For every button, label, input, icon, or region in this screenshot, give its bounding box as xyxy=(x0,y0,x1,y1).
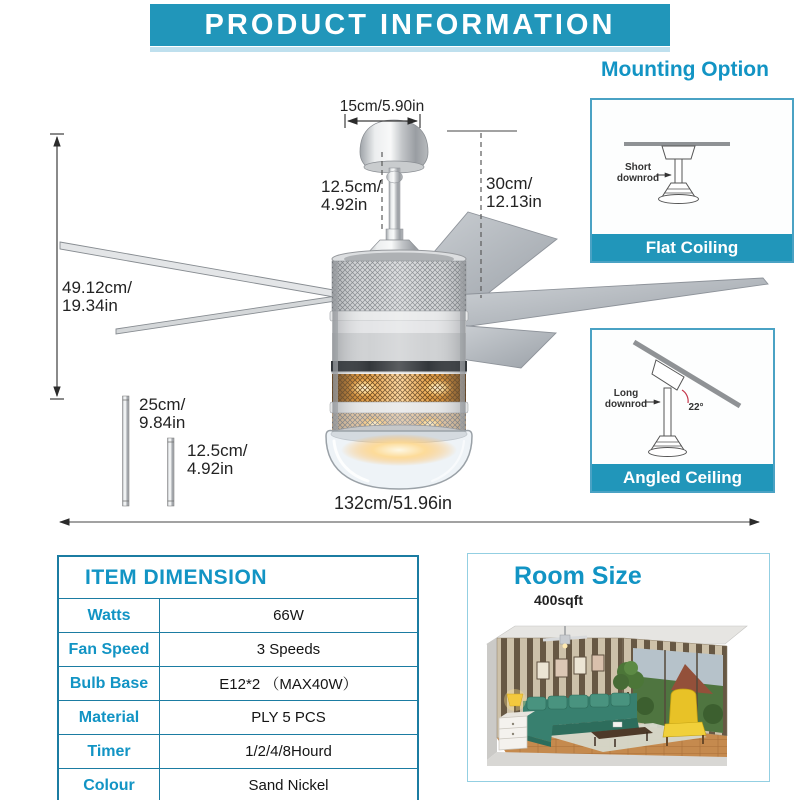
dim-height-left-l2: 19.34in xyxy=(62,296,118,315)
row-value: 1/2/4/8Hourd xyxy=(245,743,332,760)
flat-ceiling-diagram xyxy=(592,100,792,234)
row-value: 66W xyxy=(273,607,304,624)
mounting-option-flat xyxy=(590,98,794,263)
table-row xyxy=(59,633,417,667)
mounting-option-angled xyxy=(590,328,775,493)
room-size-heading: Room Size xyxy=(514,562,642,590)
dim-rod-short-l1: 12.5cm/ xyxy=(187,441,248,460)
row-value: PLY 5 PCS xyxy=(251,709,326,726)
item-dimension-table xyxy=(57,555,419,800)
dim-rod-long-l2: 9.84in xyxy=(139,413,186,432)
dim-rod-short-l2: 4.92in xyxy=(187,459,234,478)
angled-note-line2: downrod xyxy=(604,399,648,410)
angled-ceiling-diagram xyxy=(592,330,773,464)
dim-canopy-width: 15cm/5.90in xyxy=(339,98,425,115)
dim-height-right-l1: 30cm/ xyxy=(486,174,533,193)
angled-note-line1: Long xyxy=(613,388,639,399)
angled-ceiling-caption: Angled Ceiling xyxy=(592,464,773,491)
row-label: Colour xyxy=(59,769,160,800)
dim-rod-long-l1: 25cm/ xyxy=(139,395,186,414)
flat-note-line1: Short xyxy=(624,162,652,173)
room-size-panel xyxy=(467,553,770,782)
dim-blade-span: 132cm/51.96in xyxy=(333,493,453,513)
table-row xyxy=(59,769,417,800)
page-title: PRODUCT INFORMATION xyxy=(150,4,670,46)
blade-right-long xyxy=(452,278,768,328)
row-value: E12*2 （MAX40W） xyxy=(219,676,358,693)
table-row xyxy=(59,701,417,735)
banner-underline xyxy=(150,47,670,52)
flat-ceiling-line xyxy=(624,142,730,146)
room-illustration xyxy=(475,606,764,778)
room-size-value: 400sqft xyxy=(534,592,584,608)
dim-downrod-upper-l1: 12.5cm/ xyxy=(321,177,382,196)
row-value: 3 Speeds xyxy=(256,641,321,658)
blade-left-lower xyxy=(116,293,356,334)
row-value: Sand Nickel xyxy=(248,777,329,794)
table-row xyxy=(59,599,417,633)
dim-height-left-l1: 49.12cm/ xyxy=(62,278,132,297)
table-row xyxy=(59,735,417,769)
flat-note-line2: downrod xyxy=(616,173,660,184)
dim-downrod-upper-l2: 4.92in xyxy=(321,195,368,214)
row-label: Fan Speed xyxy=(59,633,160,666)
flat-ceiling-caption: Flat Coiling xyxy=(592,234,792,261)
table-title: ITEM DIMENSION xyxy=(59,557,417,599)
dim-height-right-l2: 12.13in xyxy=(486,192,542,211)
mounting-option-heading: Mounting Option xyxy=(601,58,769,81)
table-row xyxy=(59,667,417,701)
row-label: Bulb Base xyxy=(59,667,160,700)
row-label: Material xyxy=(59,701,160,734)
row-label: Timer xyxy=(59,735,160,768)
row-label: Watts xyxy=(59,599,160,632)
angled-angle-label: 22° xyxy=(688,402,704,413)
fan-drum xyxy=(326,250,472,489)
